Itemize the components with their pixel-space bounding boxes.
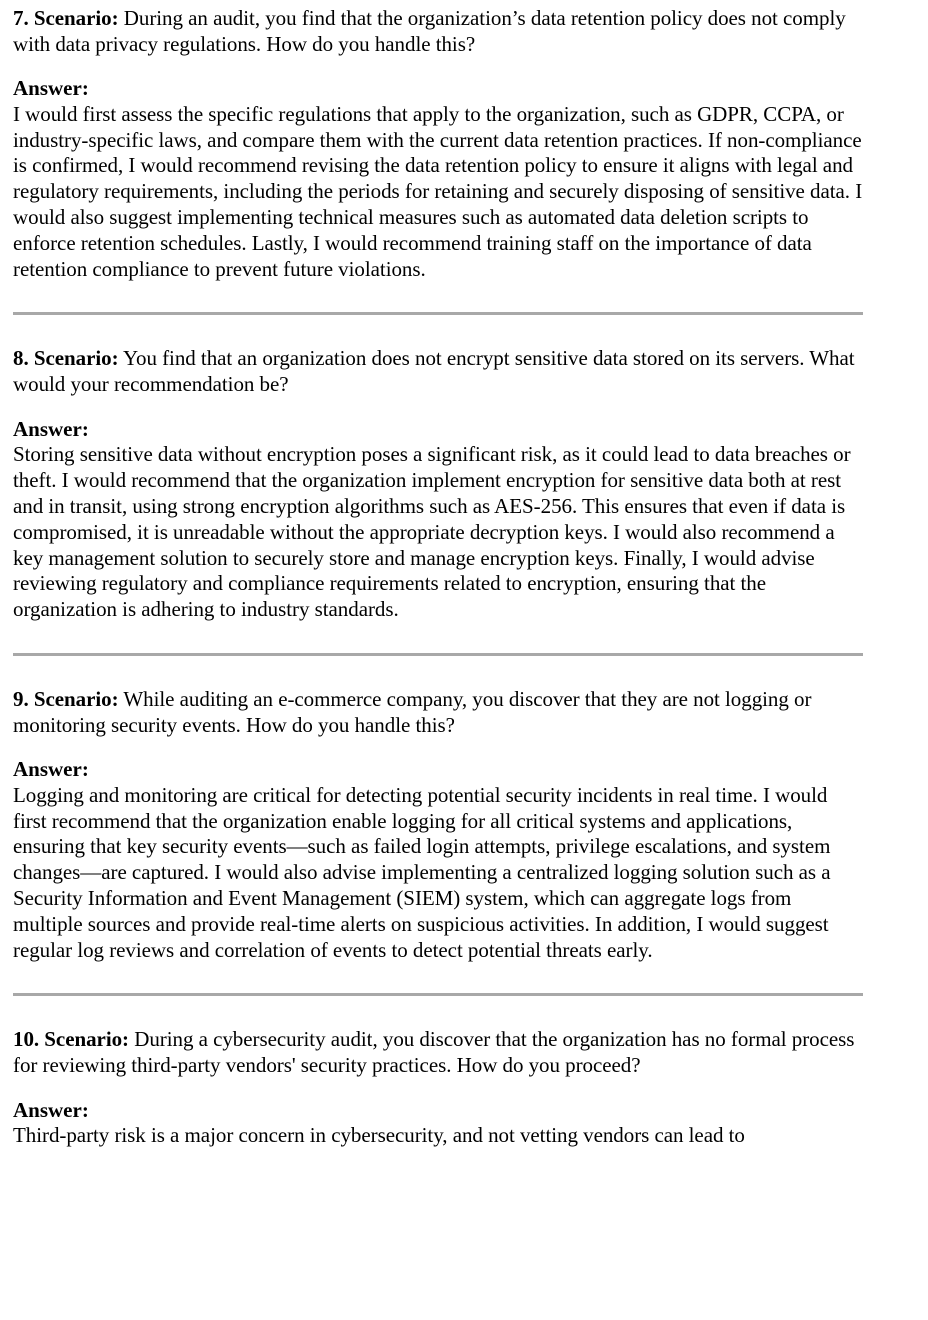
scenario-paragraph-7 (13, 6, 865, 58)
answer-text-10: Third-party risk is a major concern in cybersecurity, and not vetting vendors can lead to (13, 1123, 745, 1148)
scenario-text-10: During a cybersecurity audit, you discover that the organization has no formal process for reviewing third-party vendors' security practices. How do you proceed? (13, 1027, 855, 1078)
answer-text-7: I would first assess the specific regulations that apply to the organization, such as GDPR, CCPA, or industry-specific laws, and compare them with the current data retention practices. If non-compliance is confirmed, I would recommend revising the data retention policy to ensure it aligns with legal and regulatory requirements, including the periods for retaining and securely disposing of sensitive data. I would also suggest implementing technical measures such as automated data deletion scripts to enforce retention schedules. Lastly, I would recommend training staff on the importance of data retention compliance to prevent future violations. (13, 101, 863, 281)
scenario-label-9: 9. Scenario: (13, 686, 119, 711)
scenario-text-8: You find that an organization does not encrypt sensitive data stored on its servers. What would your recommendation be? (13, 346, 855, 397)
scenario-paragraph-8 (13, 346, 865, 398)
answer-label-7: Answer: (13, 76, 89, 101)
qa-block-10 (13, 1027, 865, 1149)
qa-block-8 (13, 346, 865, 622)
section-divider-wrap-9 (13, 963, 865, 1027)
scenario-label-8: 8. Scenario: (13, 346, 119, 371)
qa-block-7 (13, 6, 865, 282)
document-content (13, 6, 865, 1149)
scenario-text-9: While auditing an e-commerce company, you discover that they are not logging or monitoring security events. How do you handle this? (13, 686, 812, 737)
section-divider-wrap-8 (13, 623, 865, 687)
section-divider-7 (13, 312, 863, 315)
answer-label-10: Answer: (13, 1097, 89, 1122)
section-divider-9 (13, 993, 863, 996)
answer-label-9: Answer: (13, 757, 89, 782)
answer-text-9: Logging and monitoring are critical for detecting potential security incidents in real time. I would first recommend that the organization enable logging for all critical systems and applications, ensuring that key security events—such as failed login attempts, privilege escalations, and system changes—are captured. I would also advise implementing a centralized logging solution such as a Security Information and Event Management (SIEM) system, which can aggregate logs from multiple sources and provide real-time alerts on suspicious activities. In addition, I would suggest regular log reviews and correlation of events to detect potential threats early. (13, 782, 831, 962)
answer-label-8: Answer: (13, 416, 89, 441)
scenario-text-7: During an audit, you find that the organization’s data retention policy does not comply with data privacy regulations. How do you handle this? (13, 6, 846, 56)
scenario-paragraph-9 (13, 687, 865, 739)
qa-block-9 (13, 687, 865, 963)
scenario-paragraph-10 (13, 1027, 865, 1079)
section-divider-wrap-7 (13, 282, 865, 346)
scenario-label-7: 7. Scenario: (13, 6, 119, 30)
section-divider-8 (13, 653, 863, 656)
scenario-label-10: 10. Scenario: (13, 1027, 129, 1052)
answer-text-8: Storing sensitive data without encryption poses a significant risk, as it could lead to data breaches or theft. I would recommend that the organization implement encryption for sensitive data both at rest and in transit, using strong encryption algorithms such as AES-256. This ensures that even if data is compromised, it is unreadable without the appropriate decryption keys. I would also recommend a key management solution to securely store and manage encryption keys. Finally, I would advise reviewing regulatory and compliance requirements related to encryption, ensuring that the organization is adhering to industry standards. (13, 442, 851, 622)
